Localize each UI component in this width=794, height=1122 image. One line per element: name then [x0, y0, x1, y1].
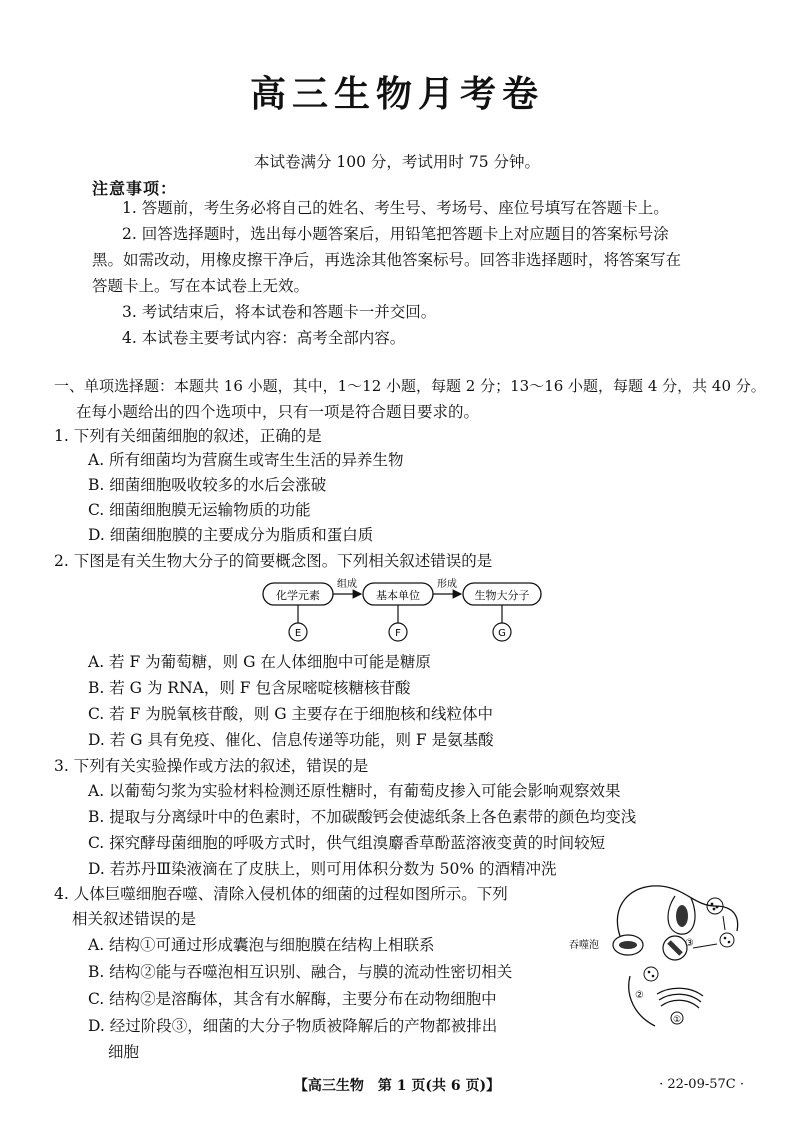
question-4-option-d-cont: 细胞 — [108, 1043, 140, 1061]
section-heading: 一、单项选择题：本题共 16 小题，其中，1～12 小题，每题 2 分；13～16 小题，每题 4 分，共 40 分。 — [54, 377, 766, 395]
notice-item-1: 1. 答题前，考生务必将自己的姓名、考生号、考场号、座位号填写在答题卡上。 — [122, 199, 669, 217]
question-4-option-b: B. 结构②能与吞噬泡相互识别、融合，与膜的流动性密切相关 — [88, 963, 513, 981]
notice-item-2-cont-2: 答题卡上。写在本试卷上无效。 — [92, 277, 310, 295]
circle-e-label: E — [294, 628, 302, 639]
question-1-option-c: C. 细菌细胞膜无运输物质的功能 — [88, 501, 311, 519]
macrophage-diagram — [565, 876, 745, 1036]
question-3-stem: 3. 下列有关实验操作或方法的叙述，错误的是 — [54, 757, 369, 775]
notice-item-4: 4. 本试卷主要考试内容：高考全部内容。 — [122, 329, 406, 347]
question-4-option-d: D. 经过阶段③，细菌的大分子物质被降解后的产物都被排出 — [88, 1017, 498, 1035]
box-macromolecules-label: 生物大分子 — [474, 589, 530, 602]
question-3-option-b: B. 提取与分离绿叶中的色素时，不加碳酸钙会使滤纸条上各色素带的颜色均变浅 — [88, 808, 637, 826]
question-2-option-b: B. 若 G 为 RNA，则 F 包含尿嘧啶核糖核苷酸 — [88, 679, 411, 697]
arrow-form-label: 形成 — [437, 579, 457, 590]
circle-g-label: G — [498, 628, 506, 639]
circle-f-label: F — [395, 628, 401, 639]
marker-1: ① — [673, 1015, 682, 1025]
section-instruction: 在每小题给出的四个选项中，只有一项是符合题目要求的。 — [76, 403, 480, 421]
question-4-stem: 4. 人体巨噬细胞吞噬、清除入侵机体的细菌的过程如图所示。下列 — [54, 885, 508, 903]
question-1-option-a: A. 所有细菌均为营腐生或寄生生活的异养生物 — [88, 451, 404, 469]
page-footer: 【高三生物 第 1 页(共 6 页)】 — [293, 1078, 501, 1094]
box-chemical-elements-label: 化学元素 — [276, 589, 320, 602]
exam-title: 高三生物月考卷 — [249, 73, 544, 115]
notice-item-3: 3. 考试结束后，将本试卷和答题卡一并交回。 — [122, 303, 437, 321]
question-3-option-d: D. 若苏丹Ⅲ染液滴在了皮肤上，则可用体积分数为 50% 的酒精冲洗 — [88, 860, 557, 878]
question-2-option-d: D. 若 G 具有免疫、催化、信息传递等功能，则 F 是氨基酸 — [88, 731, 494, 749]
marker-3: ③ — [685, 938, 694, 949]
exam-subtitle: 本试卷满分 100 分，考试用时 75 分钟。 — [253, 153, 541, 171]
question-4-option-c: C. 结构②是溶酶体，其含有水解酶，主要分布在动物细胞中 — [88, 990, 497, 1008]
marker-2: ② — [635, 990, 644, 1001]
question-1-stem: 1. 下列有关细菌细胞的叙述，正确的是 — [54, 427, 322, 445]
concept-map-diagram — [255, 577, 565, 649]
box-basic-units-label: 基本单位 — [376, 589, 420, 602]
question-3-option-c: C. 探究酵母菌细胞的呼吸方式时，供气组溴麝香草酚蓝溶液变黄的时间较短 — [88, 834, 606, 852]
notice-item-2-cont-1: 黑。如需改动，用橡皮擦干净后，再选涂其他答案标号。回答非选择题时，将答案写在 — [92, 251, 682, 269]
question-2-option-a: A. 若 F 为葡萄糖，则 G 在人体细胞中可能是糖原 — [88, 653, 431, 671]
phagosome-label: 吞噬泡 — [569, 940, 599, 951]
question-3-option-a: A. 以葡萄匀浆为实验材料检测还原性糖时，有葡萄皮掺入可能会影响观察效果 — [88, 782, 621, 800]
question-2-option-c: C. 若 F 为脱氧核苷酸，则 G 主要存在于细胞核和线粒体中 — [88, 705, 494, 723]
question-2-stem: 2. 下图是有关生物大分子的简要概念图。下列相关叙述错误的是 — [54, 552, 493, 570]
question-1-option-b: B. 细菌细胞吸收较多的水后会涨破 — [88, 476, 327, 494]
question-1-option-d: D. 细菌细胞膜的主要成分为脂质和蛋白质 — [88, 526, 374, 544]
exam-code: · 22-09-57C · — [659, 1077, 744, 1092]
question-4-option-a: A. 结构①可通过形成囊泡与细胞膜在结构上相联系 — [88, 936, 435, 954]
notice-title: 注意事项： — [92, 179, 178, 198]
question-4-stem-cont: 相关叙述错误的是 — [72, 910, 197, 928]
arrow-compose-label: 组成 — [337, 579, 357, 590]
notice-item-2: 2. 回答选择题时，选出每小题答案后，用铅笔把答题卡上对应题目的答案标号涂 — [122, 225, 669, 243]
